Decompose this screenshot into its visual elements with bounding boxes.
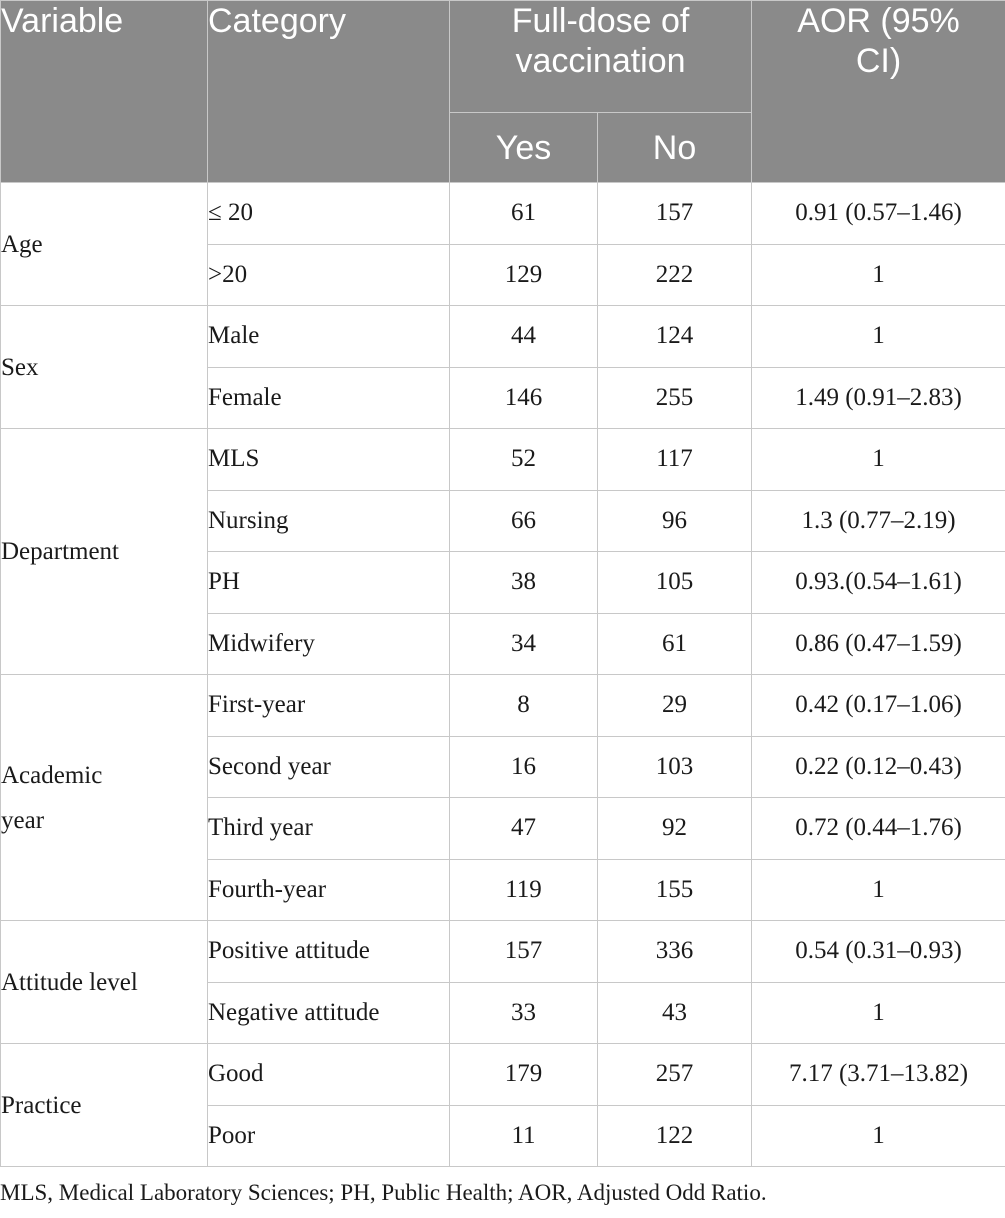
category-cell: Positive attitude — [208, 921, 450, 983]
aor-cell: 0.54 (0.31–0.93) — [752, 921, 1005, 983]
yes-count-cell: 34 — [450, 613, 598, 675]
variable-cell — [1, 675, 208, 921]
header-aor — [752, 1, 1005, 183]
aor-cell: 0.72 (0.44–1.76) — [752, 798, 1005, 860]
variable-label: Attitude level — [1, 968, 138, 996]
variable-cell — [1, 429, 208, 675]
yes-count-cell: 179 — [450, 1044, 598, 1106]
aor-cell: 1 — [752, 429, 1005, 491]
aor-cell: 0.42 (0.17–1.06) — [752, 675, 1005, 737]
no-count-cell: 336 — [598, 921, 752, 983]
header-aor-line1: AOR (95% — [797, 2, 960, 40]
table-header — [1, 1, 1005, 183]
yes-count-cell: 8 — [450, 675, 598, 737]
header-yes: Yes — [450, 113, 598, 183]
header-row-top — [1, 1, 1005, 113]
category-cell: Female — [208, 367, 450, 429]
no-count-cell: 122 — [598, 1105, 752, 1167]
no-count-cell: 105 — [598, 552, 752, 614]
yes-count-cell: 61 — [450, 183, 598, 245]
yes-count-cell: 47 — [450, 798, 598, 860]
variable-cell — [1, 1044, 208, 1167]
table-row — [1, 183, 1005, 245]
yes-count-cell: 157 — [450, 921, 598, 983]
yes-count-cell: 16 — [450, 736, 598, 798]
category-cell: Nursing — [208, 490, 450, 552]
header-aor-line2: CI) — [855, 42, 902, 80]
aor-cell: 0.86 (0.47–1.59) — [752, 613, 1005, 675]
no-count-cell: 61 — [598, 613, 752, 675]
variable-label: Age — [1, 230, 43, 258]
variable-label: Practice — [1, 1091, 82, 1119]
table-body — [1, 183, 1005, 1167]
aor-cell: 7.17 (3.71–13.82) — [752, 1044, 1005, 1106]
table-row — [1, 306, 1005, 368]
yes-count-cell: 119 — [450, 859, 598, 921]
aor-cell: 1 — [752, 982, 1005, 1044]
no-count-cell: 43 — [598, 982, 752, 1044]
header-no: No — [598, 113, 752, 183]
no-count-cell: 157 — [598, 183, 752, 245]
no-count-cell: 222 — [598, 244, 752, 306]
category-cell: First-year — [208, 675, 450, 737]
no-count-cell: 255 — [598, 367, 752, 429]
category-cell: Fourth-year — [208, 859, 450, 921]
aor-cell: 1 — [752, 859, 1005, 921]
aor-cell: 1 — [752, 1105, 1005, 1167]
category-cell: Third year — [208, 798, 450, 860]
aor-cell: 0.91 (0.57–1.46) — [752, 183, 1005, 245]
no-count-cell: 155 — [598, 859, 752, 921]
aor-cell: 0.93.(0.54–1.61) — [752, 552, 1005, 614]
header-full-dose-vaccination — [450, 1, 752, 113]
no-count-cell: 92 — [598, 798, 752, 860]
no-count-cell: 257 — [598, 1044, 752, 1106]
category-cell: Midwifery — [208, 613, 450, 675]
aor-cell: 0.22 (0.12–0.43) — [752, 736, 1005, 798]
category-cell: Negative attitude — [208, 982, 450, 1044]
yes-count-cell: 38 — [450, 552, 598, 614]
category-cell: >20 — [208, 244, 450, 306]
variable-label: year — [1, 806, 45, 834]
aor-cell: 1 — [752, 306, 1005, 368]
category-cell: Poor — [208, 1105, 450, 1167]
no-count-cell: 124 — [598, 306, 752, 368]
variable-label: Department — [1, 538, 120, 565]
yes-count-cell: 129 — [450, 244, 598, 306]
yes-count-cell: 52 — [450, 429, 598, 491]
table-row — [1, 675, 1005, 737]
variable-cell — [1, 183, 208, 306]
category-cell: Good — [208, 1044, 450, 1106]
aor-cell: 1 — [752, 244, 1005, 306]
no-count-cell: 96 — [598, 490, 752, 552]
table-row — [1, 1044, 1005, 1106]
variable-label: Academic — [1, 761, 103, 789]
header-group-line1: Full-dose of — [511, 2, 690, 40]
variable-cell — [1, 921, 208, 1044]
table-row — [1, 429, 1005, 491]
aor-cell: 1.3 (0.77–2.19) — [752, 490, 1005, 552]
no-count-cell: 103 — [598, 736, 752, 798]
category-cell: Male — [208, 306, 450, 368]
variable-cell — [1, 306, 208, 429]
yes-count-cell: 146 — [450, 367, 598, 429]
variable-label: Sex — [1, 353, 39, 381]
yes-count-cell: 33 — [450, 982, 598, 1044]
table-footnote: MLS, Medical Laboratory Sciences; PH, Public Health; AOR, Adjusted Odd Ratio. — [0, 1180, 767, 1205]
yes-count-cell: 44 — [450, 306, 598, 368]
category-cell: PH — [208, 552, 450, 614]
aor-cell: 1.49 (0.91–2.83) — [752, 367, 1005, 429]
yes-count-cell: 11 — [450, 1105, 598, 1167]
category-cell: Second year — [208, 736, 450, 798]
header-group-line2: vaccination — [515, 42, 686, 80]
category-cell: ≤ 20 — [208, 183, 450, 245]
no-count-cell: 117 — [598, 429, 752, 491]
no-count-cell: 29 — [598, 675, 752, 737]
yes-count-cell: 66 — [450, 490, 598, 552]
table-row — [1, 921, 1005, 983]
header-category: Category — [208, 1, 450, 183]
category-cell: MLS — [208, 429, 450, 491]
header-variable: Variable — [1, 1, 208, 183]
